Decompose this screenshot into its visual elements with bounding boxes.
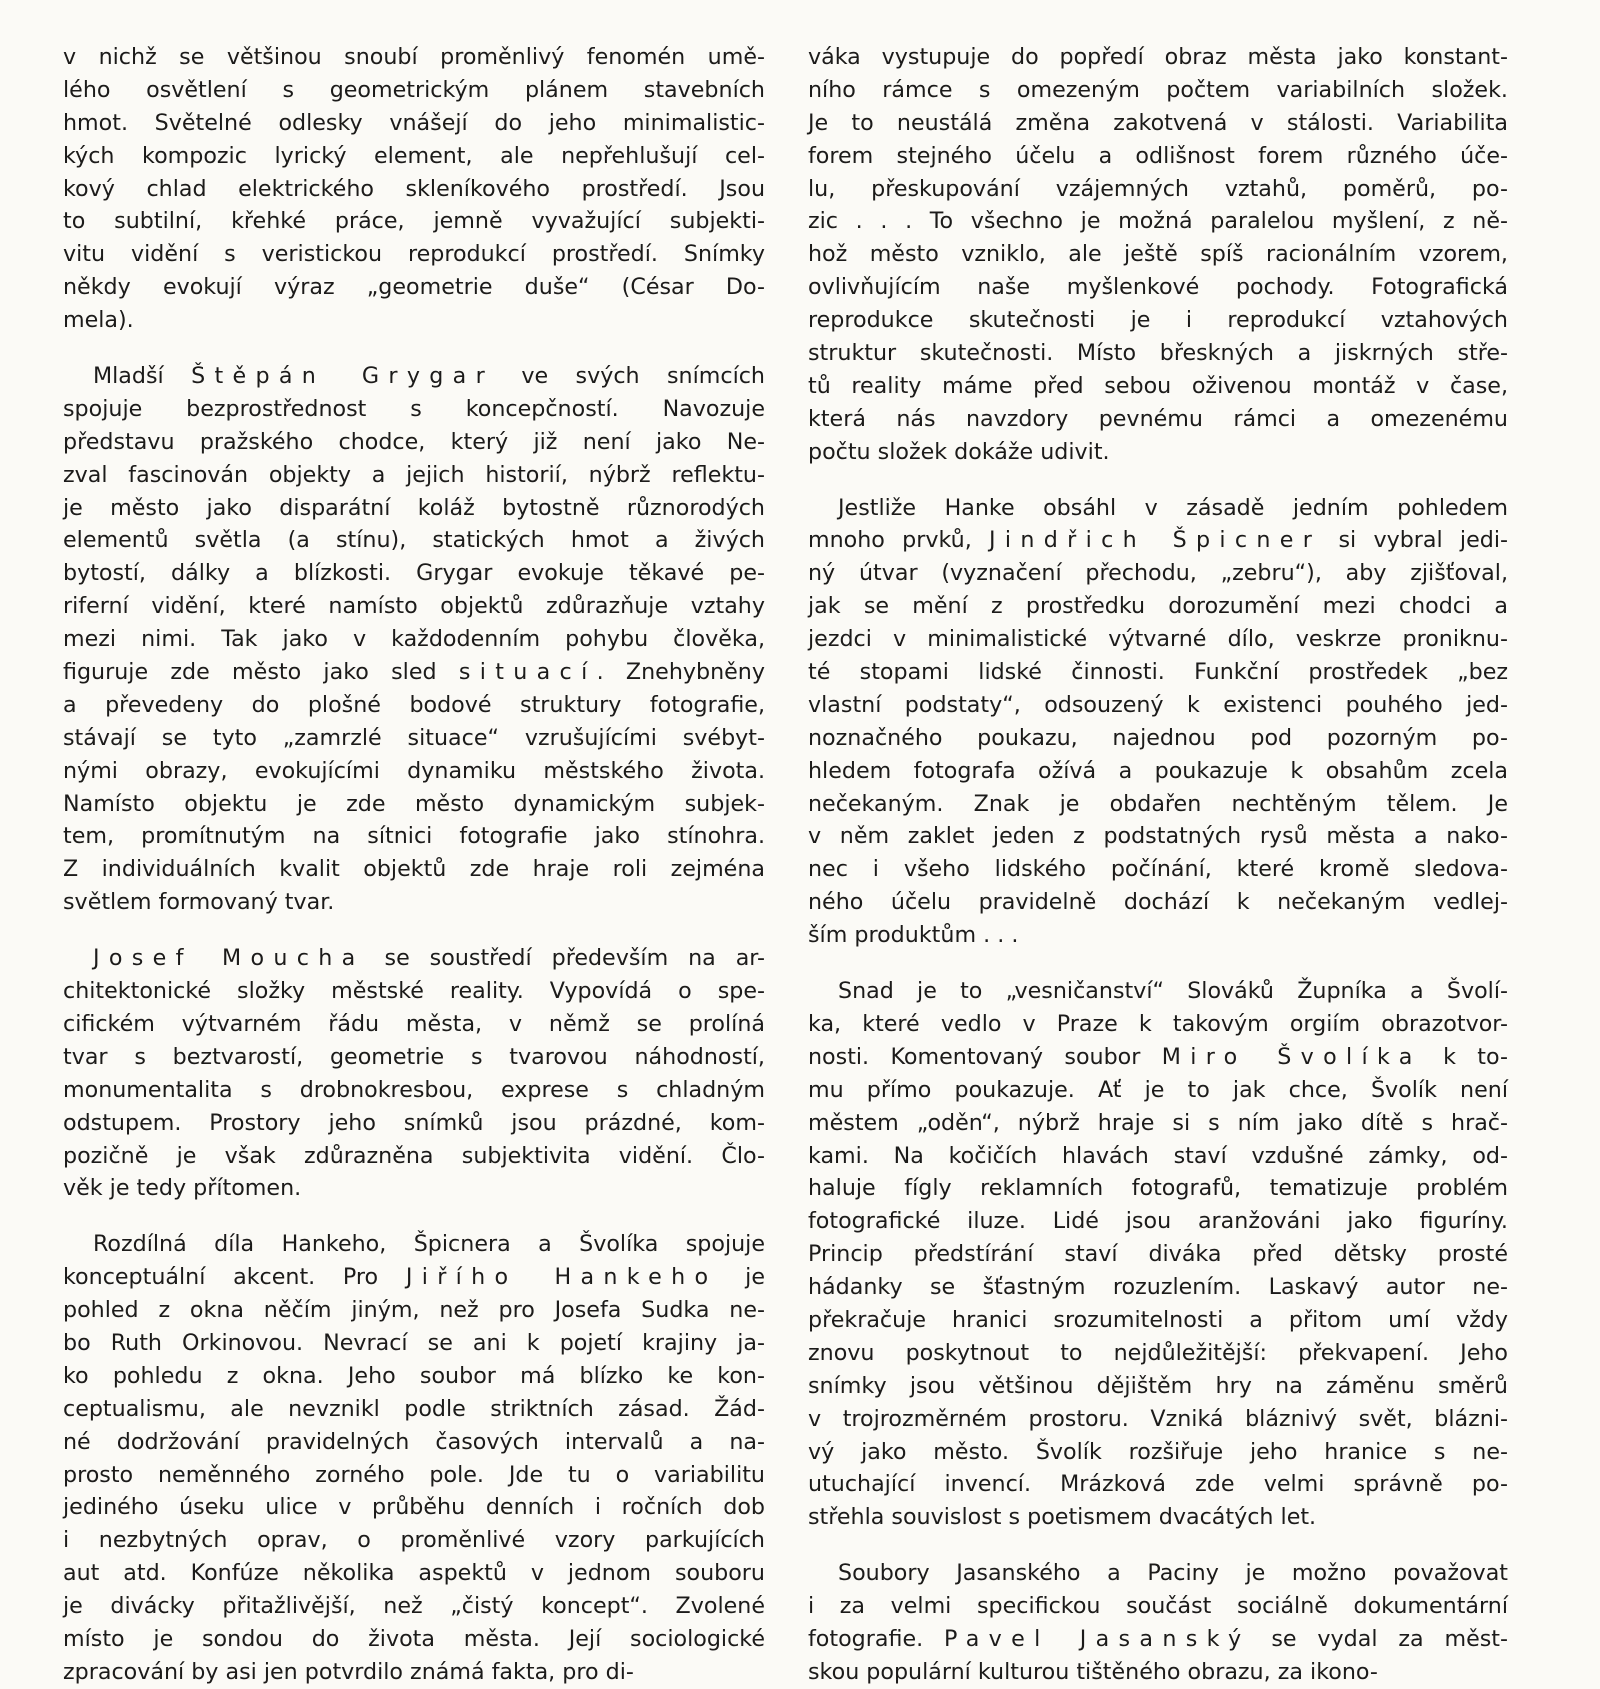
text-line: forem stejného účelu a odlišnost forem různého úče-	[808, 142, 1508, 169]
paragraph	[63, 1228, 765, 1688]
text-line: tů reality máme před sebou oživenou montáž v čase,	[808, 372, 1508, 399]
text-line: Jestliže Hanke obsáhl v zásadě jedním pohledem	[838, 494, 1508, 521]
text-line: v něm zaklet jeden z podstatných rysů města a nako-	[808, 823, 1508, 850]
text-line: nec i všeho lidského počínání, které kromě sledova-	[808, 856, 1508, 883]
text-line: aut atd. Konfúze několika aspektů v jednom souboru	[63, 1560, 765, 1587]
text-line: ovlivňujícím naše myšlenkové pochody. Fotografická	[808, 274, 1508, 301]
text-line: odstupem. Prostory jeho snímků jsou prázdné, kom-	[63, 1109, 765, 1136]
text-line: elementů světla (a stínu), statických hmot a živých	[63, 527, 765, 554]
text-line: né dodržování pravidelných časových intervalů a na-	[63, 1428, 765, 1455]
text-line: spojuje bezprostřednost s koncepčností. Navozuje	[63, 395, 765, 422]
text-line: té stopami lidské činnosti. Funkční prostředek „bez	[808, 659, 1508, 686]
text-line: v nichž se většinou snoubí proměnlivý fenomén umě-	[63, 44, 765, 70]
text-line: Soubory Jasanského a Paciny je možno považovat	[838, 1560, 1508, 1587]
text-line: pohled z okna něčím jiným, než pro Josefa Sudka ne-	[63, 1297, 765, 1324]
paragraph	[808, 41, 1508, 469]
text-line: tvar s beztvarostí, geometrie s tvarovou náhodností,	[63, 1043, 765, 1070]
emphasized-name: Pavel Jasanský	[944, 1625, 1251, 1652]
paragraph	[63, 41, 765, 337]
text-line: jezdci v minimalistické výtvarné dílo, veskrze proniknu-	[808, 626, 1508, 653]
text-line: ného účelu pravidelně dochází k nečekaným vedlej-	[808, 889, 1508, 916]
text-line: skou populární kulturou tištěného obrazu, za ikono-	[808, 1658, 1378, 1685]
text-line: mnoho prvků, Jindřich Špicner si vybral jedi-	[808, 527, 1508, 554]
text-line: znovu poskytnout to nejdůležitější: překvapení. Jeho	[808, 1339, 1508, 1366]
text-line: v trojrozměrném prostoru. Vzniká bláznivý svět, blázni-	[808, 1405, 1508, 1432]
text-line: struktur skutečnosti. Místo břeskných a jiskrných stře-	[808, 340, 1508, 367]
text-line: prosto neměnného zorného pole. Jde tu o variabilitu	[63, 1461, 765, 1488]
text-line: městem „oděn“, nýbrž hraje si s ním jako dítě s hrač-	[808, 1109, 1508, 1136]
text-line: představu pražského chodce, který již není jako Ne-	[63, 428, 765, 455]
paragraph	[63, 360, 765, 919]
right-column	[808, 41, 1508, 1689]
text-line: cifickém výtvarném řádu města, v němž se prolíná	[63, 1010, 765, 1037]
text-line: Rozdílná díla Hankeho, Špicnera a Švolíka spojuje	[93, 1231, 765, 1258]
left-column	[63, 41, 765, 1689]
text-line: utuchající invencí. Mrázková zde velmi správně po-	[808, 1471, 1508, 1498]
text-line: reprodukce skutečnosti je i reprodukcí vztahových	[808, 307, 1508, 334]
text-line: Josef Moucha se soustředí především na ar-	[93, 945, 766, 972]
text-line: světlem formovaný tvar.	[63, 889, 335, 916]
text-line: zpracování by asi jen potvrdilo známá fakta, pro di-	[63, 1658, 634, 1685]
text-line: Princip předstírání staví diváka před dětsky prosté	[808, 1241, 1508, 1268]
text-line: hledem fotografa ožívá a poukazuje k obsahům zcela	[808, 757, 1508, 784]
paragraph	[808, 975, 1508, 1534]
text-line: místo je sondou do života města. Její sociologické	[63, 1625, 765, 1652]
text-line: ka, které vedlo v Praze k takovým orgiím obrazotvor-	[808, 1010, 1508, 1037]
text-line: hmot. Světelné odlesky vnášejí do jeho minimalistic-	[63, 109, 765, 136]
emphasized-name: situací	[458, 659, 597, 686]
text-line: počtu složek dokáže udivit.	[808, 438, 1110, 465]
text-line: jak se mění z prostředku dorozumění mezi chodci a	[808, 593, 1508, 620]
text-line: tem, promítnutým na sítnici fotografie jako stínohra.	[63, 823, 765, 850]
text-line: Je to neustálá změna zakotvená v stálosti. Variabilita	[808, 109, 1508, 136]
text-line: ný útvar (vyznačení přechodu, „zebru“), aby zjišťoval,	[808, 560, 1508, 587]
text-line: i nezbytných oprav, o proměnlivé vzory parkujících	[63, 1527, 765, 1554]
text-line: nými obrazy, evokujícími dynamiku městského života.	[63, 757, 765, 784]
paragraph-gap	[63, 337, 765, 360]
text-line: někdy evokují výraz „geometrie duše“ (César Do-	[63, 274, 765, 301]
text-line: ního rámce s omezeným počtem variabilních složek.	[808, 76, 1508, 103]
paragraph	[808, 492, 1508, 952]
text-line: je město jako disparátní koláž bytostně různorodých	[63, 494, 765, 521]
text-line: pozičně je však zdůrazněna subjektivita vidění. Člo-	[63, 1142, 765, 1169]
text-line: fotografie. Pavel Jasanský se vydal za měst-	[808, 1625, 1508, 1652]
text-line: bo Ruth Orkinovou. Nevrací se ani k pojetí krajiny ja-	[63, 1329, 765, 1356]
text-line: to subtilní, křehké práce, jemně vyvažující subjekti-	[63, 208, 765, 235]
text-line: střehla souvislost s poetismem dvacátých let.	[808, 1504, 1317, 1531]
text-line: Snad je to „vesničanství“ Slováků Župníka a Švolí-	[838, 978, 1508, 1005]
text-line: mezi nimi. Tak jako v každodenním pohybu člověka,	[63, 626, 765, 653]
text-line: mela).	[63, 307, 134, 334]
text-line: zic . . . To všechno je možná paralelou myšlení, z ně-	[808, 208, 1508, 235]
text-line: hož město vzniklo, ale ještě spíš racionálním vzorem,	[808, 241, 1508, 268]
emphasized-name: Josef Moucha	[93, 945, 365, 972]
text-line: bytostí, dálky a blízkosti. Grygar evokuje těkavé pe-	[63, 560, 765, 587]
text-line: ceptualismu, ale nevznikl podle striktních zásad. Žád-	[63, 1395, 765, 1422]
text-line: monumentalita s drobnokresbou, exprese s chladným	[63, 1076, 765, 1103]
text-line: ko pohledu z okna. Jeho soubor má blízko ke kon-	[63, 1362, 765, 1389]
text-line: ším produktům . . .	[808, 922, 1019, 949]
emphasized-name: Miro Švolíka	[1161, 1043, 1422, 1070]
text-line: lého osvětlení s geometrickým plánem stavebních	[63, 76, 765, 103]
text-line: hádanky se šťastným rozuzlením. Laskavý autor ne-	[808, 1274, 1508, 1301]
paragraph-gap	[63, 1205, 765, 1228]
paragraph	[63, 942, 765, 1205]
text-line: kých kompozic lyrický element, ale nepřehlušují cel-	[63, 142, 765, 169]
text-line: kový chlad elektrického skleníkového prostředí. Jsou	[63, 175, 765, 202]
paragraph	[808, 1557, 1508, 1689]
text-line: vitu vidění s veristickou reprodukcí prostředí. Snímky	[63, 241, 765, 268]
text-line: která nás navzdory pevnému rámci a omezenému	[808, 405, 1508, 432]
text-line: vý jako město. Švolík rozšiřuje jeho hranice s ne-	[808, 1438, 1508, 1465]
text-line: nosti. Komentovaný soubor Miro Švolíka k to-	[808, 1043, 1508, 1070]
text-line: fotografické iluze. Lidé jsou aranžováni jako figuríny.	[808, 1208, 1508, 1235]
text-line: vlastní podstaty“, odsouzený k existenci pouhého jed-	[808, 691, 1508, 718]
emphasized-name: Štěpán Grygar	[191, 363, 495, 390]
paragraph-gap	[808, 1534, 1508, 1557]
emphasized-name: Jindřich Špicner	[989, 527, 1322, 554]
text-line: konceptuální akcent. Pro Jiřího Hankeho je	[63, 1264, 765, 1291]
text-line: figuruje zde město jako sled situací. Znehybněny	[63, 659, 766, 686]
paragraph-gap	[808, 469, 1508, 492]
text-line: snímky jsou většinou dějištěm hry na záměnu směrů	[808, 1372, 1508, 1399]
text-line: mu přímo poukazuje. Ať je to jak chce, Švolík není	[808, 1076, 1508, 1103]
text-line: lu, přeskupování vzájemných vztahů, poměrů, po-	[808, 175, 1508, 202]
text-line: Z individuálních kvalit objektů zde hraje roli zejména	[63, 856, 765, 883]
text-line: zval fascinován objekty a jejich historií, nýbrž reflektu-	[63, 461, 765, 488]
text-line: haluje fígly reklamních fotografů, tematizuje problém	[808, 1175, 1508, 1202]
text-line: chitektonické složky městské reality. Vypovídá o spe-	[63, 978, 765, 1005]
text-line: věk je tedy přítomen.	[63, 1175, 302, 1202]
text-line: jediného úseku ulice v průběhu denních i ročních dob	[63, 1494, 765, 1521]
text-line: a převedeny do plošné bodové struktury fotografie,	[63, 691, 765, 718]
text-line: nečekaným. Znak je obdařen nechtěným tělem. Je	[808, 790, 1508, 817]
paragraph-gap	[808, 952, 1508, 975]
paragraph-gap	[63, 919, 765, 942]
text-line: i za velmi specifickou součást sociálně dokumentární	[808, 1593, 1508, 1620]
text-line: překračuje hranici srozumitelnosti a přitom umí vždy	[808, 1306, 1508, 1333]
text-line: Namísto objektu je zde město dynamickým subjek-	[63, 790, 765, 817]
text-line: váka vystupuje do popředí obraz města jako konstant-	[808, 44, 1508, 70]
emphasized-name: Jiřího Hankeho	[405, 1264, 718, 1291]
text-line: kami. Na kočičích hlavách staví vzdušné zámky, od-	[808, 1142, 1508, 1169]
text-line: stávají se tyto „zamrzlé situace“ vzrušujícími svébyt-	[63, 724, 765, 751]
text-line: je divácky přitažlivější, než „čistý koncept“. Zvolené	[63, 1593, 765, 1620]
text-line: noznačného poukazu, najednou pod pozorným po-	[808, 724, 1508, 751]
text-line: Mladší Štěpán Grygar ve svých snímcích	[93, 363, 765, 390]
text-line: riferní vidění, které namísto objektů zdůrazňuje vztahy	[63, 593, 765, 620]
